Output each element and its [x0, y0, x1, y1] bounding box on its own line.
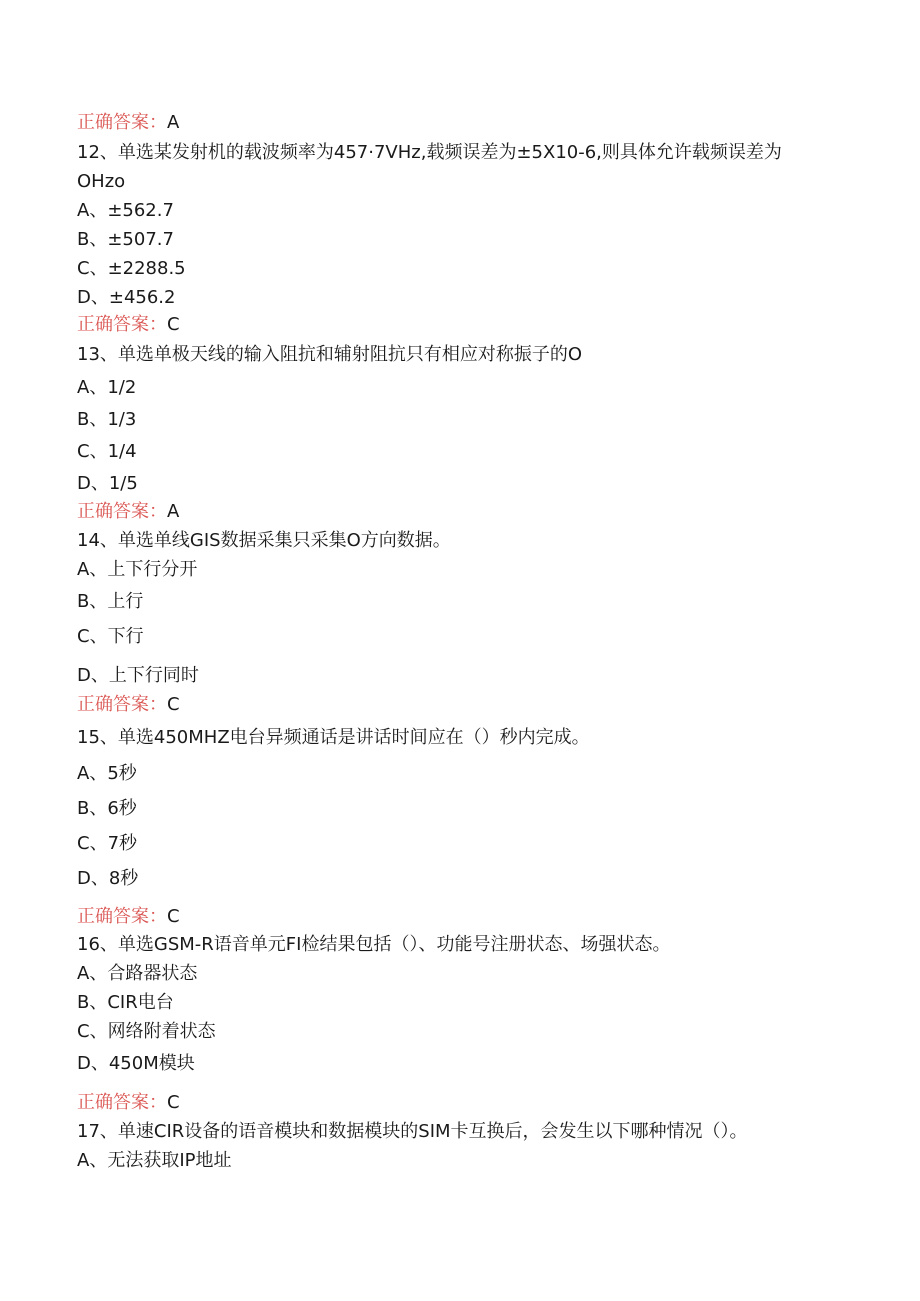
question-15-option-d: D、8秒: [77, 868, 139, 889]
question-16-option-d: D、450M模块: [77, 1053, 195, 1074]
answer-line: [77, 501, 179, 523]
question-12-option-a: A、±562.7: [77, 200, 174, 221]
answer-value: C: [167, 906, 180, 927]
question-14-option-d: D、上下行同时: [77, 665, 199, 686]
question-13-text: 13、单选单极天线的输入阻抗和辅射阻抗只有相应对称振子的O: [77, 344, 583, 365]
question-15-text: 15、单选450MHZ电台异频通话是讲话时间应在（）秒内完成。: [77, 727, 590, 748]
question-16-option-c: C、网络附着状态: [77, 1021, 216, 1042]
answer-value: A: [167, 112, 180, 133]
question-15-option-b: B、6秒: [77, 798, 137, 819]
question-13-option-c: C、1/4: [77, 441, 137, 462]
answer-value: C: [167, 314, 180, 335]
question-17-option-a: A、无法获取IP地址: [77, 1150, 232, 1171]
answer-line: [77, 906, 180, 928]
question-14-text: 14、单选单线GIS数据采集只采集O方向数据。: [77, 530, 451, 551]
answer-label: 正确答案：: [77, 1092, 167, 1113]
answer-line: [77, 694, 180, 716]
question-12-option-c: C、±2288.5: [77, 258, 186, 279]
question-14-option-b: B、上行: [77, 591, 144, 612]
answer-label: 正确答案：: [77, 501, 167, 522]
question-13-option-b: B、1/3: [77, 409, 137, 430]
question-14-option-c: C、下行: [77, 626, 144, 647]
question-12-text-cont: OHzo: [77, 171, 126, 192]
question-12-option-b: B、±507.7: [77, 229, 174, 250]
answer-line: [77, 314, 180, 336]
answer-label: 正确答案：: [77, 112, 167, 133]
question-15-option-c: C、7秒: [77, 833, 138, 854]
answer-value: C: [167, 1092, 180, 1113]
question-12-option-d: D、±456.2: [77, 287, 176, 308]
question-14-option-a: A、上下行分开: [77, 559, 198, 580]
answer-value: A: [167, 501, 180, 522]
question-16-option-b: B、CIR电台: [77, 992, 174, 1013]
question-12-text: 12、单选某发射机的载波频率为457·7VHz,载频误差为±5X10-6,则具体允许载频误差为: [77, 142, 782, 163]
answer-label: 正确答案：: [77, 694, 167, 715]
question-16-text: 16、单选GSM-R语音单元FI检结果包括（）、功能号注册状态、场强状态。: [77, 934, 671, 955]
question-13-option-d: D、1/5: [77, 473, 138, 494]
answer-label: 正确答案：: [77, 314, 167, 335]
question-17-text: 17、单速CIR设备的语音模块和数据模块的SIM卡互换后，会发生以下哪种情况（）。: [77, 1121, 748, 1142]
answer-value: C: [167, 694, 180, 715]
answer-line: [77, 1092, 180, 1114]
question-16-option-a: A、合路器状态: [77, 963, 198, 984]
question-15-option-a: A、5秒: [77, 763, 137, 784]
question-13-option-a: A、1/2: [77, 377, 137, 398]
answer-label: 正确答案：: [77, 906, 167, 927]
answer-line: [77, 112, 179, 134]
